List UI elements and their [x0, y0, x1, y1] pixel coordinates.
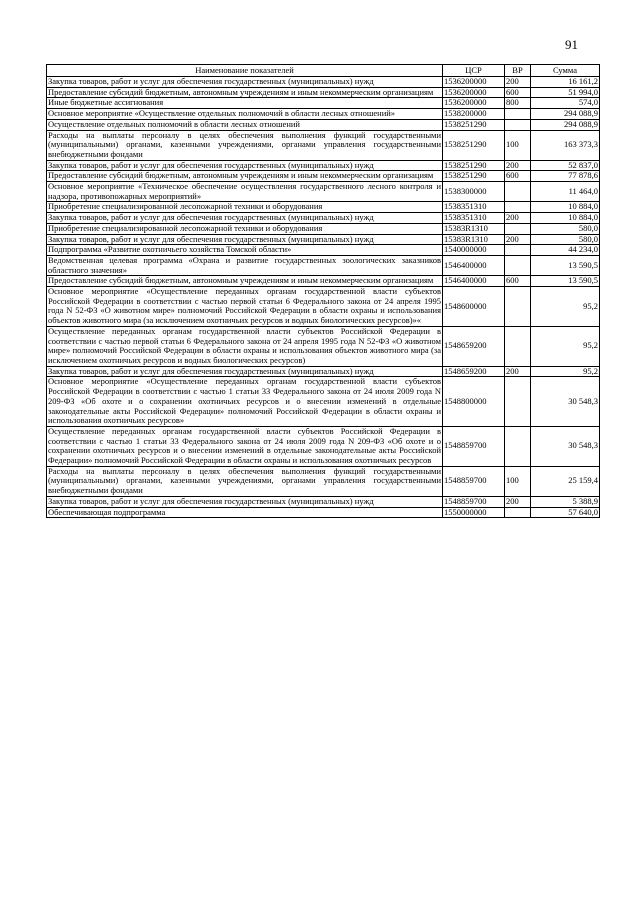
row-name: Осуществление переданных органам государственной власти субъектов Российской Федерации в соответствии с частью первой статьи 6 Федерального закона от 24 апреля 1995 года N 52-ФЗ «О животном мире» полномочий Российской Федерации в области охраны и использования объектов животного мира (за исключением охотничьих ресурсов и водных биологических ресурсов) [48, 325, 441, 365]
row-vr [505, 119, 531, 130]
row-csr: 1548659200 [443, 326, 505, 366]
table-row [47, 213, 600, 224]
row-vr [505, 202, 531, 213]
row-vr: 200 [505, 160, 531, 171]
table-row [47, 119, 600, 130]
row-sum: 580,0 [531, 223, 600, 234]
row-vr [505, 287, 531, 327]
table-row [47, 171, 600, 182]
row-sum: 57 640,0 [531, 507, 600, 518]
row-vr: 200 [505, 213, 531, 224]
table-row [47, 109, 600, 120]
row-sum: 11 464,0 [531, 182, 600, 202]
row-name: Закупка товаров, работ и услуг для обеспечения государственных (муниципальных) нужд [47, 160, 443, 171]
row-csr: 15383R1310 [443, 234, 505, 245]
row-sum: 574,0 [531, 98, 600, 109]
row-name: Обеспечивающая подпрограмма [47, 507, 443, 518]
row-sum: 163 373,3 [531, 130, 600, 160]
row-name: Предоставление субсидий бюджетным, автономным учреждениям и иным некоммерческим организациям [47, 171, 443, 182]
row-name: Закупка товаров, работ и услуг для обеспечения государственных (муниципальных) нужд [47, 213, 443, 224]
page-number: 91 [565, 37, 578, 52]
row-csr: 1538200000 [443, 109, 505, 120]
row-csr: 1548800000 [443, 377, 505, 427]
row-sum: 51 994,0 [531, 87, 600, 98]
row-sum: 294 088,9 [531, 119, 600, 130]
table-row [47, 87, 600, 98]
row-csr: 1536200000 [443, 98, 505, 109]
row-sum: 10 884,0 [531, 213, 600, 224]
row-sum: 16 161,2 [531, 77, 600, 88]
row-name: Иные бюджетные ассигнования [47, 98, 443, 109]
row-csr: 1548659200 [443, 366, 505, 377]
row-name: Ведомственная целевая программа «Охрана и развитие государственных зоологических заказников областного значения» [48, 254, 441, 275]
row-vr: 600 [505, 276, 531, 287]
row-name: Закупка товаров, работ и услуг для обеспечения государственных (муниципальных) нужд [47, 496, 443, 507]
row-csr: 1536200000 [443, 77, 505, 88]
table-row [47, 245, 600, 256]
table-row [47, 276, 600, 287]
row-vr [505, 255, 531, 275]
row-name: Приобретение специализированной лесопожарной техники и оборудования [47, 202, 443, 213]
table-row [47, 202, 600, 213]
row-sum: 44 234,0 [531, 245, 600, 256]
row-sum: 30 548,3 [531, 377, 600, 427]
row-vr [505, 223, 531, 234]
row-name: Предоставление субсидий бюджетным, автономным учреждениям и иным некоммерческим организациям [47, 87, 443, 98]
table-row [47, 366, 600, 377]
table-row [47, 377, 600, 427]
row-csr: 1548859700 [443, 496, 505, 507]
row-name: Осуществление переданных органам государственной власти субъектов Российской Федерации в соответствии с частью 1 статьи 33 Федерального закона от 24 июля 2009 года N 209-ФЗ «Об охоте и о сохранении охотничьих ресурсов и о внесении изменений в отдельные законодательные акты Российской Федерации» полномочий Российской Федерации в области охраны и использования охотничьих ресурсов [48, 425, 441, 466]
row-sum: 10 884,0 [531, 202, 600, 213]
row-csr: 1538251290 [443, 130, 505, 160]
row-name: Основное мероприятие «Техническое обеспечение осуществления государственного лесного контроля и надзора, противопожарных мероприятий» [48, 181, 441, 201]
row-name: Основное мероприятие «Осуществление переданных органам государственной власти субъектов Российской Федерации в соответствии с частью первой статьи 6 Федерального закона от 24 апреля 1995 года N 52-ФЗ «О животном мире» полномочий Российской Федерации в области охраны и использования объектов животного мира (за исключением охотничьих ресурсов и водных биологических ресурсов)»« [48, 286, 441, 326]
row-csr: 1548600000 [443, 287, 505, 327]
row-vr: 200 [505, 496, 531, 507]
row-vr: 200 [505, 234, 531, 245]
table-row [47, 287, 600, 327]
row-vr [505, 109, 531, 120]
row-sum: 294 088,9 [531, 109, 600, 120]
row-csr: 15383R1310 [443, 223, 505, 234]
row-csr: 1548859700 [443, 426, 505, 466]
row-sum: 95,2 [531, 287, 600, 327]
table-row [47, 182, 600, 202]
row-vr: 600 [505, 87, 531, 98]
row-name: Закупка товаров, работ и услуг для обеспечения государственных (муниципальных) нужд [47, 77, 443, 88]
row-vr: 100 [505, 466, 531, 496]
row-csr: 1550000000 [443, 507, 505, 518]
header-csr: ЦСР [443, 65, 505, 77]
row-sum: 13 590,5 [531, 255, 600, 275]
row-name: Осуществление отдельных полномочий в области лесных отношений [47, 119, 443, 130]
row-csr: 1538251290 [443, 119, 505, 130]
row-vr [505, 426, 531, 466]
row-sum: 95,2 [531, 326, 600, 366]
row-csr: 1538251290 [443, 160, 505, 171]
row-csr: 1546400000 [443, 255, 505, 275]
table-row [47, 98, 600, 109]
row-name: Закупка товаров, работ и услуг для обеспечения государственных (муниципальных) нужд [47, 366, 443, 377]
row-csr: 1538351310 [443, 202, 505, 213]
row-vr [505, 507, 531, 518]
row-name: Расходы на выплаты персоналу в целях обеспечения выполнения функций государственными (муниципальными) органами, казенными учреждениями, органами управления государственными внебюджетными фондами [48, 129, 441, 159]
table-header-row [47, 65, 600, 77]
row-sum: 30 548,3 [531, 426, 600, 466]
table-row [47, 426, 600, 466]
table-row [47, 255, 600, 275]
row-sum: 52 837,0 [531, 160, 600, 171]
table-row [47, 326, 600, 366]
table-row [47, 507, 600, 518]
row-vr [505, 182, 531, 202]
row-vr: 800 [505, 98, 531, 109]
row-vr: 600 [505, 171, 531, 182]
table-row [47, 130, 600, 160]
row-name: Предоставление субсидий бюджетным, автономным учреждениям и иным некоммерческим организациям [47, 276, 443, 287]
row-name: Закупка товаров, работ и услуг для обеспечения государственных (муниципальных) нужд [47, 234, 443, 245]
row-sum: 95,2 [531, 366, 600, 377]
row-vr: 200 [505, 77, 531, 88]
row-csr: 1538351310 [443, 213, 505, 224]
row-csr: 1546400000 [443, 276, 505, 287]
table-row [47, 466, 600, 496]
row-vr [505, 377, 531, 427]
row-name: Основное мероприятие «Осуществление отдельных полномочий в области лесных отношений» [47, 109, 443, 120]
row-name: Подпрограмма «Развитие охотничьего хозяйства Томской области» [47, 245, 443, 256]
row-sum: 5 388,9 [531, 496, 600, 507]
row-name: Приобретение специализированной лесопожарной техники и оборудования [47, 223, 443, 234]
row-name: Расходы на выплаты персоналу в целях обеспечения выполнения функций государственными (муниципальными) органами, казенными учреждениями, органами управления государственными внебюджетными фондами [48, 465, 441, 496]
row-sum: 25 159,4 [531, 466, 600, 496]
row-csr: 1538300000 [443, 182, 505, 202]
row-vr [505, 326, 531, 366]
row-vr: 100 [505, 130, 531, 160]
row-csr: 1540000000 [443, 245, 505, 256]
header-name: Наименование показателей [47, 65, 443, 77]
row-vr [505, 245, 531, 256]
row-csr: 1538251290 [443, 171, 505, 182]
row-name: Основное мероприятие «Осуществление переданных органам государственной власти субъектов Российской Федерации в соответствии с частью 1 статьи 33 Федерального закона от 24 июля 2009 года N 209-ФЗ «Об охоте и о сохранении охотничьих ресурсов и о внесении изменений в отдельные законодательные акты Российской Федерации» полномочий Российской Федерации в области охраны и использования охотничьих ресурсов» [48, 376, 441, 426]
table-row [47, 496, 600, 507]
header-sum: Сумма [531, 65, 600, 77]
budget-table [46, 64, 600, 518]
row-sum: 13 590,5 [531, 276, 600, 287]
row-csr: 1536200000 [443, 87, 505, 98]
table-row [47, 77, 600, 88]
row-sum: 580,0 [531, 234, 600, 245]
header-vr: ВР [505, 65, 531, 77]
table-row [47, 160, 600, 171]
row-vr: 200 [505, 366, 531, 377]
table-row [47, 234, 600, 245]
table-row [47, 223, 600, 234]
row-csr: 1548859700 [443, 466, 505, 496]
row-sum: 77 878,6 [531, 171, 600, 182]
